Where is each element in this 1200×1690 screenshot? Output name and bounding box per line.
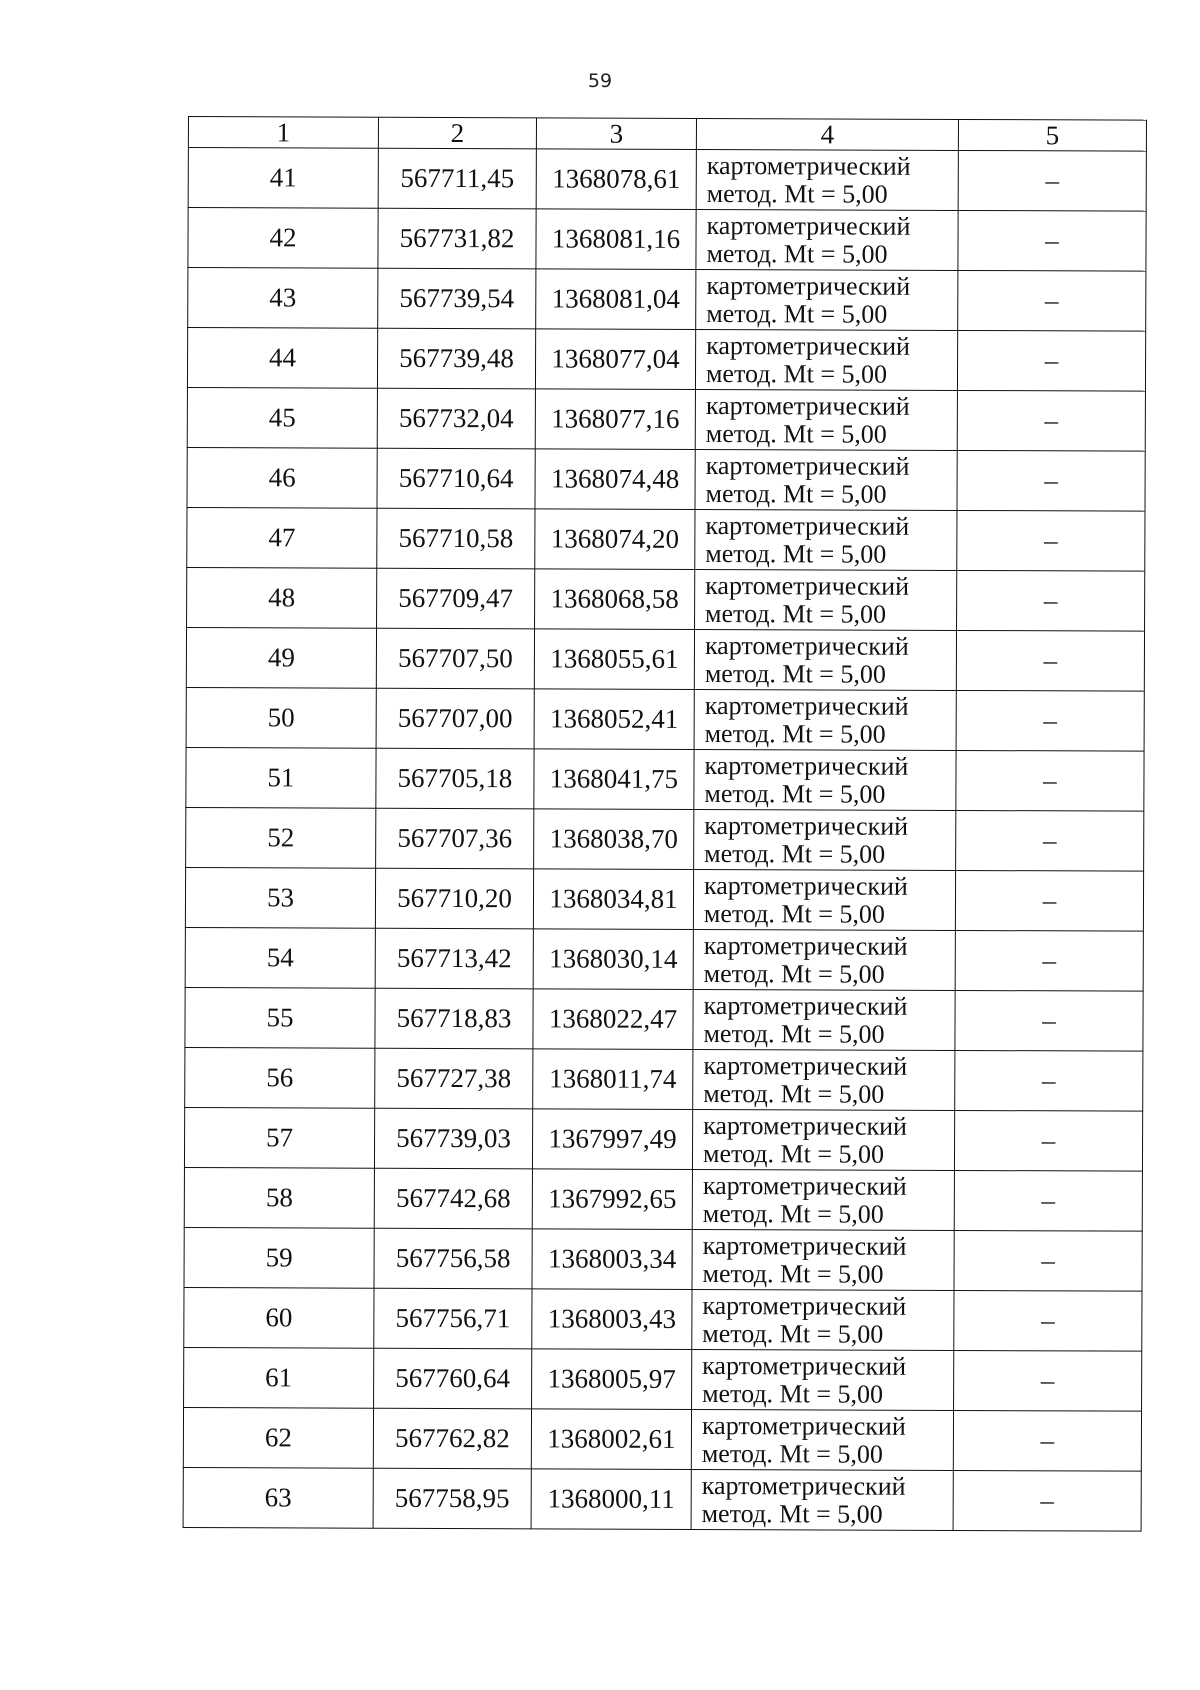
header-col-1: 1 [188, 117, 378, 149]
method-cell [694, 629, 956, 690]
method-cell [695, 509, 957, 570]
point-number-cell: 60 [184, 1287, 374, 1348]
method-line-1: картометрический [704, 810, 909, 841]
method-line-1: картометрический [704, 690, 909, 721]
y-coordinate-cell: 1368003,34 [532, 1229, 692, 1290]
y-coordinate-cell: 1368077,16 [535, 389, 695, 450]
table-row [185, 1047, 1143, 1111]
method-line-2: метод. Mt = 5,00 [704, 778, 886, 809]
table-row [184, 1287, 1142, 1351]
x-coordinate-cell: 567707,36 [376, 808, 534, 869]
method-cell [693, 929, 955, 990]
note-cell: – [956, 750, 1144, 811]
method-line-2: метод. Mt = 5,00 [702, 1258, 884, 1289]
point-number-cell: 53 [185, 867, 375, 928]
y-coordinate-cell: 1368081,04 [536, 269, 696, 330]
y-coordinate-cell: 1368055,61 [534, 629, 694, 690]
point-number-cell: 45 [187, 387, 377, 448]
method-line-1: картометрический [702, 1290, 907, 1321]
note-cell: – [957, 390, 1145, 451]
x-coordinate-cell: 567732,04 [377, 388, 535, 449]
table-row [187, 507, 1145, 571]
table-header [188, 117, 1146, 152]
table-row [183, 1407, 1141, 1471]
method-cell [694, 689, 956, 750]
method-cell [692, 1349, 954, 1410]
x-coordinate-cell: 567731,82 [378, 208, 536, 269]
method-cell [696, 269, 958, 330]
table-row [188, 268, 1146, 332]
note-cell: – [958, 270, 1146, 331]
x-coordinate-cell: 567710,64 [377, 448, 535, 509]
x-coordinate-cell: 567742,68 [374, 1168, 532, 1229]
method-line-2: метод. Mt = 5,00 [701, 1438, 883, 1469]
method-line-1: картометрический [702, 1230, 907, 1261]
method-cell [694, 749, 956, 810]
y-coordinate-cell: 1368034,81 [533, 869, 693, 930]
point-number-cell: 43 [188, 268, 378, 329]
note-cell: – [958, 150, 1146, 211]
method-line-2: метод. Mt = 5,00 [703, 898, 885, 929]
table-row [186, 807, 1144, 871]
note-cell: – [957, 570, 1145, 631]
method-cell [692, 1169, 954, 1230]
table-row [187, 567, 1145, 631]
header-col-2: 2 [378, 117, 536, 149]
method-line-1: картометрический [705, 570, 910, 601]
point-number-cell: 54 [185, 927, 375, 988]
method-line-1: картометрический [706, 270, 911, 301]
method-line-1: картометрический [703, 930, 908, 961]
table-row [183, 1467, 1141, 1531]
method-line-2: метод. Mt = 5,00 [705, 478, 887, 509]
header-row [188, 117, 1146, 152]
y-coordinate-cell: 1368078,61 [536, 149, 696, 210]
point-number-cell: 62 [183, 1407, 373, 1468]
x-coordinate-cell: 567758,95 [373, 1468, 531, 1529]
point-number-cell: 57 [184, 1107, 374, 1168]
method-line-1: картометрический [704, 750, 909, 781]
table-row [184, 1347, 1142, 1411]
header-col-4: 4 [696, 118, 958, 150]
table-row [185, 927, 1143, 991]
method-line-2: метод. Mt = 5,00 [705, 418, 887, 449]
note-cell: – [953, 1410, 1141, 1471]
x-coordinate-cell: 567707,50 [376, 628, 534, 689]
x-coordinate-cell: 567739,03 [374, 1108, 532, 1169]
y-coordinate-cell: 1368011,74 [533, 1049, 693, 1110]
method-line-2: метод. Mt = 5,00 [702, 1318, 884, 1349]
method-cell [691, 1469, 953, 1530]
x-coordinate-cell: 567727,38 [375, 1048, 533, 1109]
method-line-2: метод. Mt = 5,00 [703, 958, 885, 989]
header-col-3: 3 [536, 118, 696, 150]
coordinates-table [183, 116, 1147, 1532]
method-line-1: картометрический [703, 1050, 908, 1081]
x-coordinate-cell: 567709,47 [377, 568, 535, 629]
method-cell [695, 389, 957, 450]
point-number-cell: 49 [186, 627, 376, 688]
method-line-2: метод. Mt = 5,00 [701, 1498, 883, 1529]
method-line-1: картометрический [702, 1350, 907, 1381]
note-cell: – [953, 1470, 1141, 1531]
method-cell [696, 149, 958, 210]
y-coordinate-cell: 1368052,41 [534, 689, 694, 750]
x-coordinate-cell: 567713,42 [375, 928, 533, 989]
y-coordinate-cell: 1368022,47 [533, 989, 693, 1050]
table-body [183, 148, 1146, 1532]
method-line-2: метод. Mt = 5,00 [704, 838, 886, 869]
method-cell [694, 809, 956, 870]
x-coordinate-cell: 567760,64 [374, 1348, 532, 1409]
x-coordinate-cell: 567762,82 [373, 1408, 531, 1469]
method-cell [693, 1049, 955, 1110]
note-cell: – [957, 330, 1145, 391]
point-number-cell: 63 [183, 1467, 373, 1528]
note-cell: – [955, 1050, 1143, 1111]
method-cell [692, 1289, 954, 1350]
table-row [186, 627, 1144, 691]
note-cell: – [956, 810, 1144, 871]
method-line-2: метод. Mt = 5,00 [702, 1138, 885, 1169]
method-line-2: метод. Mt = 5,00 [706, 298, 888, 329]
method-line-2: метод. Mt = 5,00 [705, 538, 887, 569]
method-line-2: метод. Mt = 5,00 [706, 178, 888, 209]
method-cell [692, 1229, 954, 1290]
point-number-cell: 47 [187, 507, 377, 568]
table-row [188, 148, 1146, 212]
y-coordinate-cell: 1367992,65 [532, 1169, 692, 1230]
table-row [187, 447, 1145, 511]
method-line-2: метод. Mt = 5,00 [705, 358, 888, 389]
y-coordinate-cell: 1368000,11 [531, 1469, 691, 1530]
note-cell: – [954, 1350, 1142, 1411]
method-cell [691, 1409, 953, 1470]
method-line-1: картометрический [702, 1170, 907, 1201]
method-cell [695, 569, 957, 630]
note-cell: – [954, 1290, 1142, 1351]
point-number-cell: 50 [186, 687, 376, 748]
x-coordinate-cell: 567705,18 [376, 748, 534, 809]
x-coordinate-cell: 567756,71 [374, 1288, 532, 1349]
method-line-2: метод. Mt = 5,00 [703, 1018, 885, 1049]
y-coordinate-cell: 1368077,04 [535, 329, 695, 390]
method-line-1: картометрический [701, 1470, 906, 1501]
point-number-cell: 44 [187, 328, 377, 389]
method-line-2: метод. Mt = 5,00 [703, 1078, 885, 1109]
x-coordinate-cell: 567710,58 [377, 508, 535, 569]
table-row [187, 387, 1145, 451]
x-coordinate-cell: 567718,83 [375, 988, 533, 1049]
x-coordinate-cell: 567711,45 [378, 148, 536, 209]
note-cell: – [955, 990, 1143, 1051]
method-line-1: картометрический [703, 1110, 907, 1141]
table-row [184, 1107, 1142, 1171]
x-coordinate-cell: 567739,54 [378, 268, 536, 329]
note-cell: – [955, 930, 1143, 991]
note-cell: – [957, 450, 1145, 511]
table-row [185, 987, 1143, 1051]
method-line-2: метод. Mt = 5,00 [702, 1378, 884, 1409]
method-line-1: картометрический [706, 210, 911, 241]
y-coordinate-cell: 1368081,16 [536, 209, 696, 270]
table-row [186, 747, 1144, 811]
y-coordinate-cell: 1368038,70 [534, 809, 694, 870]
method-line-2: метод. Mt = 5,00 [705, 598, 887, 629]
note-cell: – [956, 690, 1144, 751]
point-number-cell: 51 [186, 747, 376, 808]
note-cell: – [956, 630, 1144, 691]
point-number-cell: 56 [185, 1047, 375, 1108]
x-coordinate-cell: 567739,48 [377, 328, 535, 389]
method-line-1: картометрический [706, 330, 910, 361]
y-coordinate-cell: 1368003,43 [532, 1289, 692, 1350]
x-coordinate-cell: 567707,00 [376, 688, 534, 749]
note-cell: – [957, 510, 1145, 571]
y-coordinate-cell: 1367997,49 [532, 1109, 692, 1170]
method-cell [693, 869, 955, 930]
y-coordinate-cell: 1368005,97 [532, 1349, 692, 1410]
table-row [184, 1227, 1142, 1291]
note-cell: – [958, 210, 1146, 271]
method-line-1: картометрический [703, 990, 908, 1021]
method-line-1: картометрический [704, 630, 909, 661]
note-cell: – [954, 1230, 1142, 1291]
method-cell [696, 209, 958, 270]
method-line-1: картометрический [705, 510, 910, 541]
point-number-cell: 46 [187, 447, 377, 508]
table-row [187, 328, 1145, 392]
method-line-1: картометрический [705, 450, 910, 481]
point-number-cell: 55 [185, 987, 375, 1048]
page-number: 59 [587, 70, 613, 92]
table-row [184, 1167, 1142, 1231]
method-line-1: картометрический [703, 870, 908, 901]
method-cell [693, 989, 955, 1050]
method-cell [692, 1109, 954, 1170]
point-number-cell: 52 [186, 807, 376, 868]
method-line-1: картометрический [706, 150, 911, 181]
point-number-cell: 48 [187, 567, 377, 628]
table-row [188, 208, 1146, 272]
y-coordinate-cell: 1368074,20 [535, 509, 695, 570]
point-number-cell: 59 [184, 1227, 374, 1288]
method-cell [695, 449, 957, 510]
y-coordinate-cell: 1368068,58 [535, 569, 695, 630]
method-line-2: метод. Mt = 5,00 [702, 1198, 884, 1229]
note-cell: – [955, 870, 1143, 931]
method-line-2: метод. Mt = 5,00 [704, 658, 886, 689]
method-cell [695, 329, 957, 390]
table-row [186, 687, 1144, 751]
method-line-1: картометрический [705, 390, 910, 421]
note-cell: – [954, 1170, 1142, 1231]
header-col-5: 5 [958, 119, 1146, 151]
table-row [185, 867, 1143, 931]
y-coordinate-cell: 1368074,48 [535, 449, 695, 510]
method-line-2: метод. Mt = 5,00 [706, 238, 888, 269]
method-line-1: картометрический [701, 1410, 906, 1441]
y-coordinate-cell: 1368030,14 [533, 929, 693, 990]
point-number-cell: 41 [188, 148, 378, 209]
y-coordinate-cell: 1368002,61 [531, 1409, 691, 1470]
method-line-2: метод. Mt = 5,00 [704, 718, 886, 749]
point-number-cell: 58 [184, 1167, 374, 1228]
note-cell: – [954, 1110, 1142, 1171]
x-coordinate-cell: 567756,58 [374, 1228, 532, 1289]
y-coordinate-cell: 1368041,75 [534, 749, 694, 810]
point-number-cell: 61 [184, 1347, 374, 1408]
x-coordinate-cell: 567710,20 [375, 868, 533, 929]
point-number-cell: 42 [188, 208, 378, 269]
